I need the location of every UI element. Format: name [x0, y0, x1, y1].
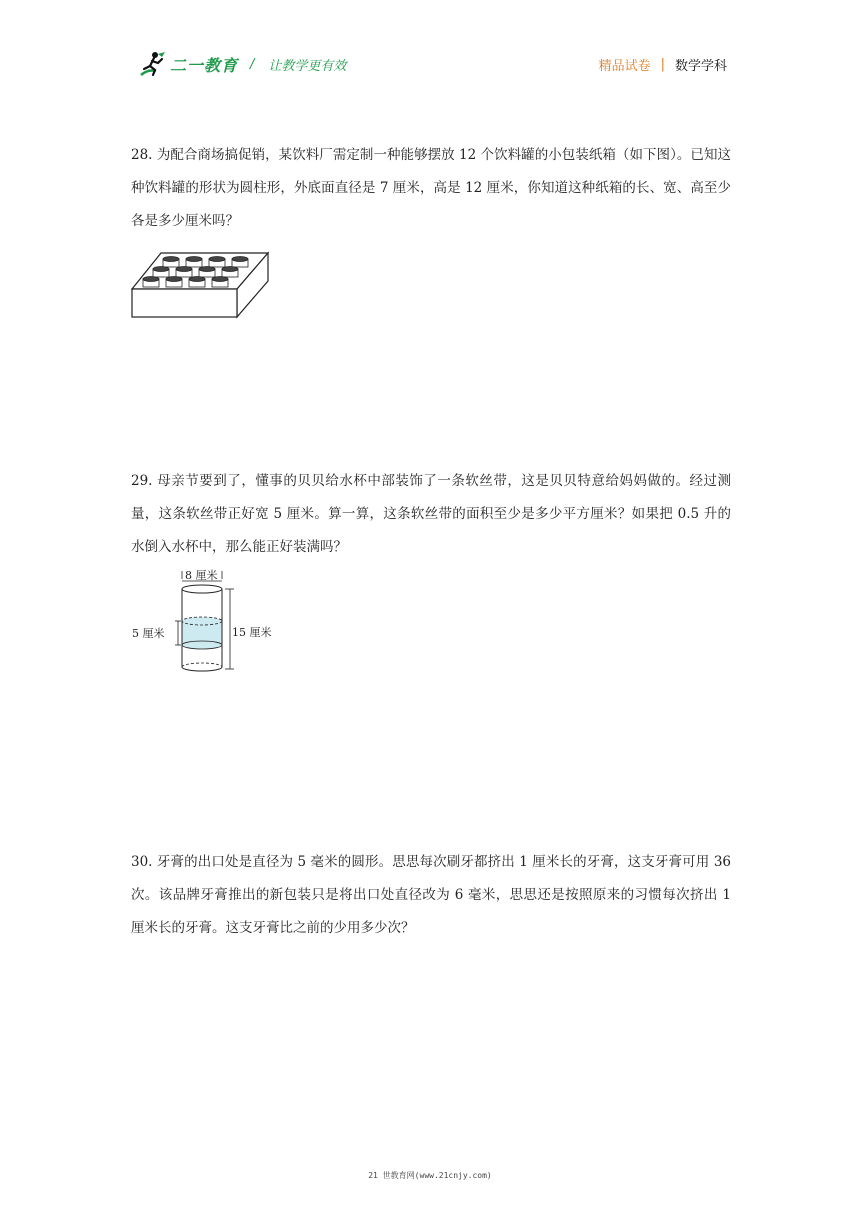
can-top [209, 257, 225, 262]
slogan-divider: / [250, 56, 255, 72]
page-header [0, 0, 860, 110]
can-top [163, 257, 179, 262]
question-number: 30. [131, 854, 153, 870]
question-29 [131, 465, 731, 564]
question-30 [131, 846, 731, 945]
can-top [222, 267, 238, 272]
can-top [153, 267, 169, 272]
ribbon-width-label: 5 厘米 [132, 627, 165, 640]
can-top [189, 277, 205, 282]
question-text: 牙膏的出口处是直径为 5 毫米的圆形。思思每次刷牙都挤出 1 厘米长的牙膏，这支牙膏可用 36 次。该品牌牙膏推出的新包装只是将出口处直径改为 6 毫米，思思还是按照原来的习惯每次挤出 1 厘米长的牙膏。这支牙膏比之前的少用多少次？ [131, 854, 732, 936]
cup-diameter-label: 8 厘米 [185, 569, 218, 582]
runner-logo-icon [138, 51, 168, 77]
cup-illustration [130, 565, 290, 677]
can-top [176, 267, 192, 272]
can-top [186, 257, 202, 262]
question-number: 29. [131, 473, 153, 489]
logo-text: 二一教育 [170, 55, 239, 75]
can-top [199, 267, 215, 272]
page-footer: 21 世教育网(www.21cnjy.com) [368, 1171, 492, 1180]
cup-height-label: 15 厘米 [232, 626, 272, 639]
tag-divider: | [660, 57, 665, 72]
tag-subject: 数学学科 [674, 59, 727, 74]
can-top [232, 257, 248, 262]
can-top [166, 277, 182, 282]
can-box-figure [131, 247, 271, 323]
can-top [143, 277, 159, 282]
slogan: 让教学更有效 [268, 58, 347, 74]
tag-quality-paper: 精品试卷 [598, 59, 651, 74]
question-text: 为配合商场搞促销，某饮料厂需定制一种能够摆放 12 个饮料罐的小包装纸箱（如下图）。已知这种饮料罐的形状为圆柱形，外底面直径是 7 厘米，高是 12 厘米，你知道这种纸箱的长、宽、高至少各是多少厘米吗？ [131, 147, 732, 229]
can-box-illustration [131, 247, 271, 319]
subject-tags [599, 55, 727, 74]
cup-figure [130, 565, 290, 681]
question-text: 母亲节要到了，懂事的贝贝给水杯中部装饰了一条软丝带，这是贝贝特意给妈妈做的。经过测量，这条软丝带正好宽 5 厘米。算一算，这条软丝带的面积至少是多少平方厘米？如果把 0.5 升的水倒入水杯中，那么能正好装满吗？ [131, 473, 731, 555]
question-28 [131, 139, 731, 238]
question-number: 28. [131, 147, 153, 163]
brand-logo [138, 50, 346, 78]
can-top [212, 277, 228, 282]
